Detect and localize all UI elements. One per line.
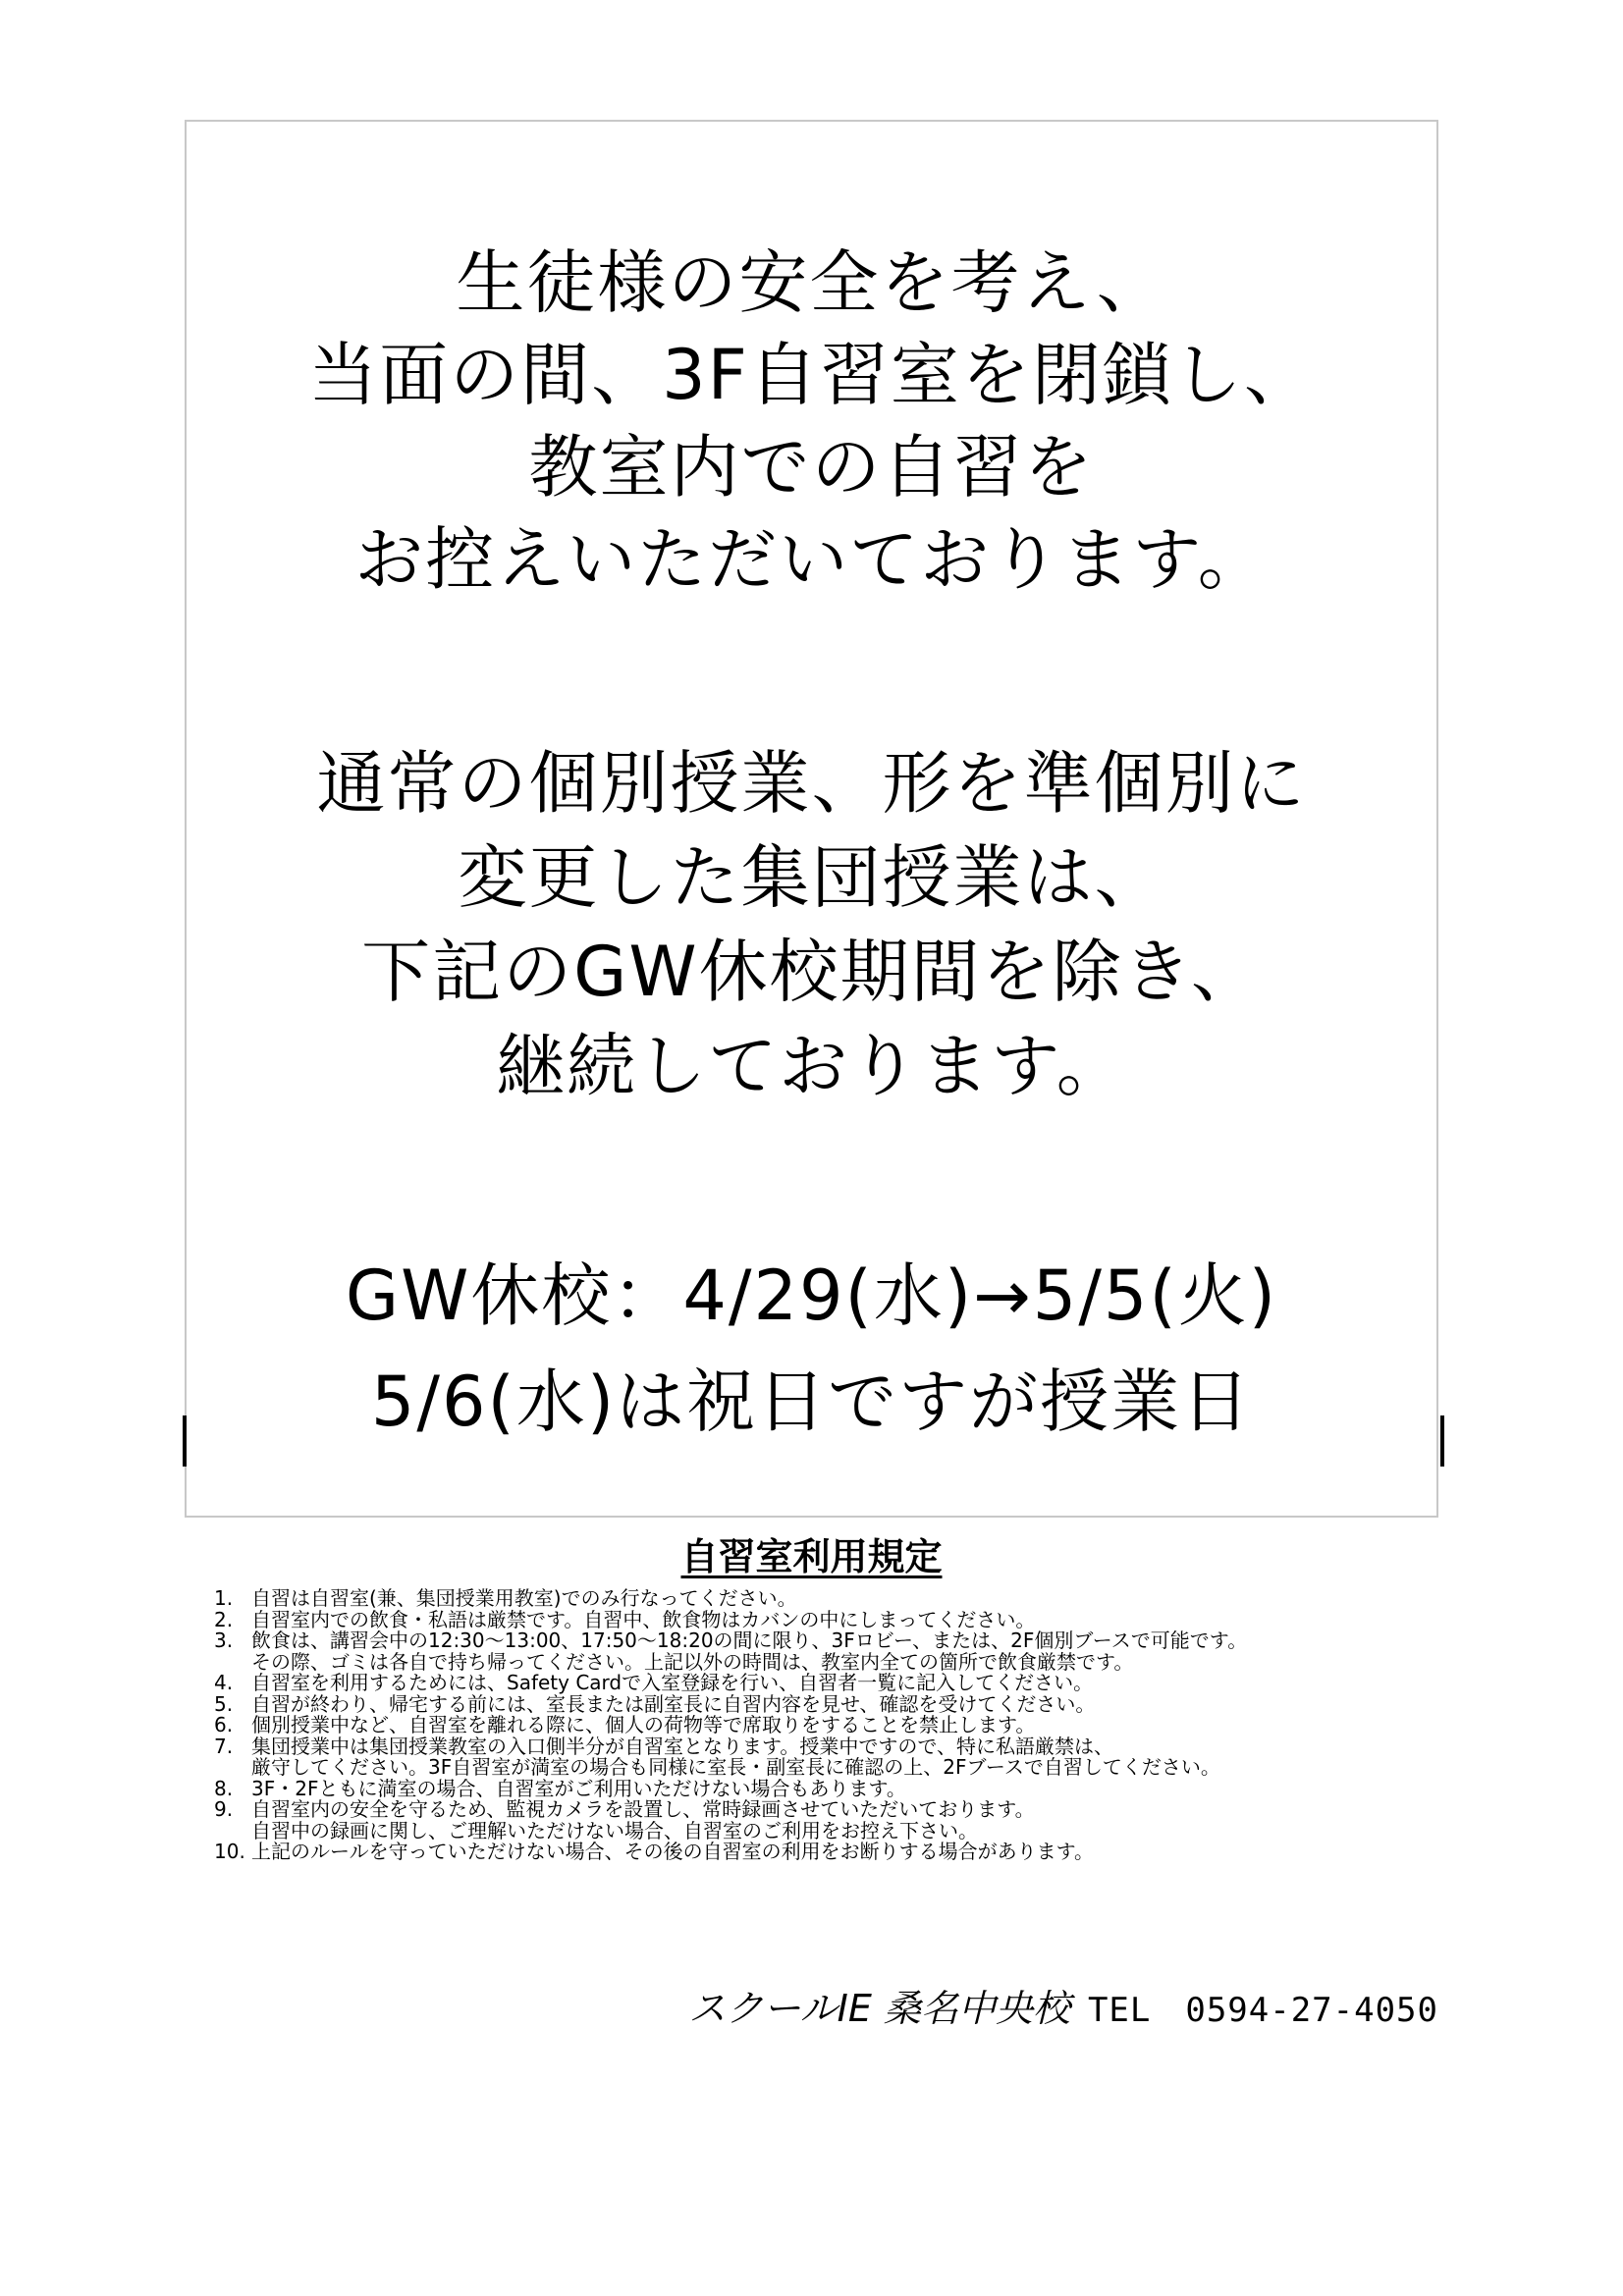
edge-mark — [183, 1415, 187, 1467]
rule-number: 6. — [214, 1713, 234, 1736]
rule-item — [214, 1691, 1441, 1716]
rule-text-line: 個別授業中など、自習室を離れる際に、個人の荷物等で席取りをすることを禁止します。 — [251, 1713, 1036, 1736]
notice-line: GW休校：4/29(水)→5/5(火) — [345, 1255, 1278, 1336]
rule-text — [251, 1776, 1441, 1800]
rule-number: 9. — [214, 1797, 234, 1821]
notice-line: 生徒様の安全を考え、 — [456, 242, 1167, 323]
notice-line: 当面の間、3F自習室を閉鎖し、 — [308, 335, 1315, 415]
rule-number: 2. — [214, 1607, 234, 1631]
rule-text-line: 集団授業中は集団授業教室の入口側半分が自習室となります。授業中ですので、特に私語厳禁は、 — [251, 1734, 1113, 1758]
rule-number: 7. — [214, 1734, 234, 1758]
notice-line: お控えいただいております。 — [354, 519, 1269, 600]
phone-number: TEL 0594-27-4050 — [1087, 1991, 1438, 2030]
rule-item — [214, 1799, 1441, 1842]
notice-line: 通常の個別授業、形を準個別に — [316, 743, 1307, 824]
rule-text-line: 3F・2Fともに満室の場合、自習室がご利用いただけない場合もあります。 — [251, 1776, 906, 1800]
notice-line: 5/6(水)は祝日ですが授業日 — [370, 1362, 1253, 1442]
rule-text-line: 自習室内での飲食・私語は厳禁です。自習中、飲食物はカバンの中にしまってください。 — [251, 1607, 1036, 1631]
rule-item — [214, 1842, 1441, 1863]
rule-item — [214, 1588, 1441, 1610]
notice-box — [185, 120, 1438, 1518]
rule-text-line: 上記のルールを守っていただけない場合、その後の自習室の利用をお断りする場合があります。 — [251, 1840, 1094, 1863]
notice-line: 変更した集団授業は、 — [458, 837, 1165, 918]
rules-title: 自習室利用規定 — [680, 1535, 943, 1578]
rule-text-line: 自習は自習室(兼、集団授業用教室)でのみ行なってください。 — [251, 1586, 797, 1610]
rule-text — [251, 1630, 1441, 1673]
rule-item — [214, 1630, 1441, 1673]
rule-item — [214, 1776, 1441, 1800]
rule-text — [251, 1736, 1441, 1779]
rule-text-line: 飲食は、講習会中の12:30～13:00、17:50～18:20の間に限り、3Fロビー、または、2F個別ブースで可能です。 — [251, 1629, 1248, 1652]
rule-text — [251, 1673, 1441, 1694]
school-name: スクールIE 桑名中央校 — [688, 1987, 1070, 2030]
notice-line: 継続しております。 — [496, 1026, 1127, 1106]
rule-item — [214, 1607, 1441, 1631]
rule-item — [214, 1736, 1441, 1779]
rule-text — [251, 1588, 1441, 1610]
rule-text — [251, 1607, 1441, 1631]
rule-number: 4. — [214, 1671, 234, 1694]
rule-number: 5. — [214, 1691, 234, 1716]
rule-number: 10. — [214, 1840, 245, 1863]
rule-text-continuation: その際、ゴミは各自で持ち帰ってください。上記以外の時間は、教室内全ての箇所で飲食厳禁です。 — [251, 1649, 1134, 1674]
rule-text-continuation: 自習中の録画に関し、ご理解いただけない場合、自習室のご利用をお控え下さい。 — [251, 1818, 978, 1842]
rule-number: 8. — [214, 1776, 234, 1800]
rule-text — [251, 1715, 1441, 1736]
rule-text-line: 自習室を利用するためには、Safety Cardで入室登録を行い、自習者一覧に記入してください。 — [251, 1671, 1094, 1694]
rule-text — [251, 1799, 1441, 1842]
edge-mark — [1440, 1415, 1444, 1467]
footer — [688, 1985, 1438, 2034]
rule-item — [214, 1715, 1441, 1736]
rule-text-continuation: 厳守してください。3F自習室が満室の場合も同様に室長・副室長に確認の上、2Fブースで自習してください。 — [251, 1755, 1220, 1779]
notice-line: 教室内での自習を — [528, 427, 1095, 507]
rule-text-line: 自習が終わり、帰宅する前には、室長または副室長に自習内容を見せ、確認を受けてください。 — [251, 1691, 1096, 1716]
rule-text — [251, 1842, 1441, 1863]
rule-text — [251, 1691, 1441, 1716]
rule-text-line: 自習室内の安全を守るため、監視カメラを設置し、常時録画させていただいております。 — [251, 1797, 1035, 1821]
rule-number: 3. — [214, 1629, 234, 1652]
rule-item — [214, 1673, 1441, 1694]
notice-line: 下記のGW休校期間を除き、 — [361, 932, 1262, 1012]
rules-list — [214, 1588, 1441, 1863]
rule-number: 1. — [214, 1586, 234, 1610]
